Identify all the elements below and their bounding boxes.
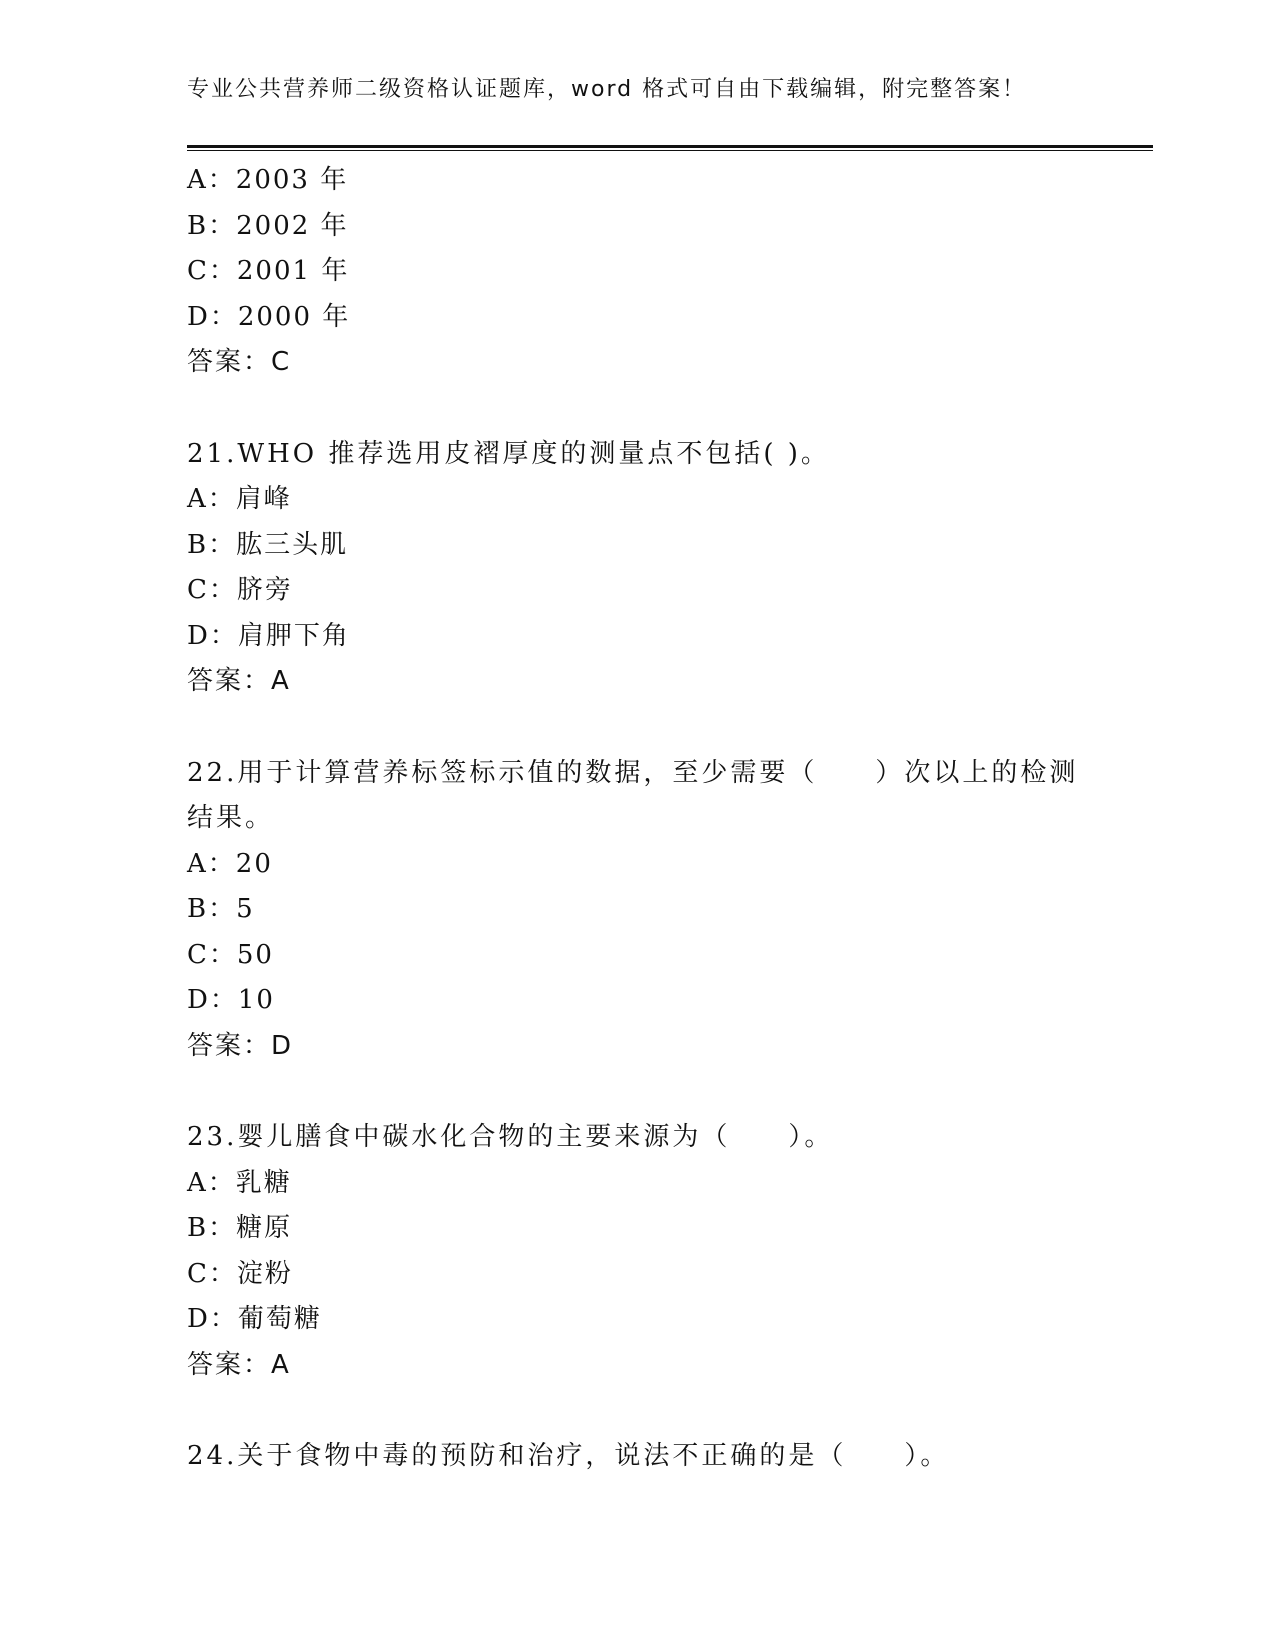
question-23-text: 23.婴儿膳食中碳水化合物的主要来源为（ ）。 — [187, 1122, 834, 1152]
option-d: D：肩胛下角 — [187, 620, 350, 651]
page-header: 专业公共营养师二级资格认证题库，word 格式可自由下载编辑，附完整答案！ — [187, 77, 1027, 102]
option-a: A：乳糖 — [187, 1167, 292, 1198]
answer-line: 答案：A — [187, 1349, 291, 1380]
option-b: B：肱三头肌 — [187, 529, 349, 560]
question-21-text: 21.WHO 推荐选用皮褶厚度的测量点不包括( )。 — [187, 438, 830, 469]
answer-line: 答案：D — [187, 1030, 294, 1061]
answer-line: 答案：A — [187, 666, 291, 696]
option-b: B：2002 年 — [187, 210, 349, 241]
option-d: D：2000 年 — [187, 301, 351, 332]
question-22-text: 22.用于计算营养标签标示值的数据，至少需要（ ）次以上的检测结果。 — [187, 757, 1079, 833]
answer-line: 答案：C — [187, 347, 292, 377]
option-c: C：2001 年 — [187, 256, 350, 286]
header-rule-thick — [187, 145, 1153, 148]
option-c: C：脐旁 — [187, 575, 293, 605]
header-rule-thin — [187, 150, 1153, 151]
option-a: A：2003 年 — [187, 165, 349, 195]
option-d: D：葡萄糖 — [187, 1304, 322, 1334]
option-b: B：糖原 — [187, 1213, 293, 1243]
option-c: C：淀粉 — [187, 1258, 293, 1289]
question-24-text: 24.关于食物中毒的预防和治疗，说法不正确的是（ ）。 — [187, 1441, 950, 1471]
option-a: A：肩峰 — [187, 484, 292, 514]
option-a: A：20 — [187, 848, 273, 879]
option-d: D：10 — [187, 985, 275, 1015]
option-c: C：50 — [187, 939, 274, 970]
option-b: B：5 — [187, 894, 255, 924]
question-list — [187, 158, 1107, 1480]
